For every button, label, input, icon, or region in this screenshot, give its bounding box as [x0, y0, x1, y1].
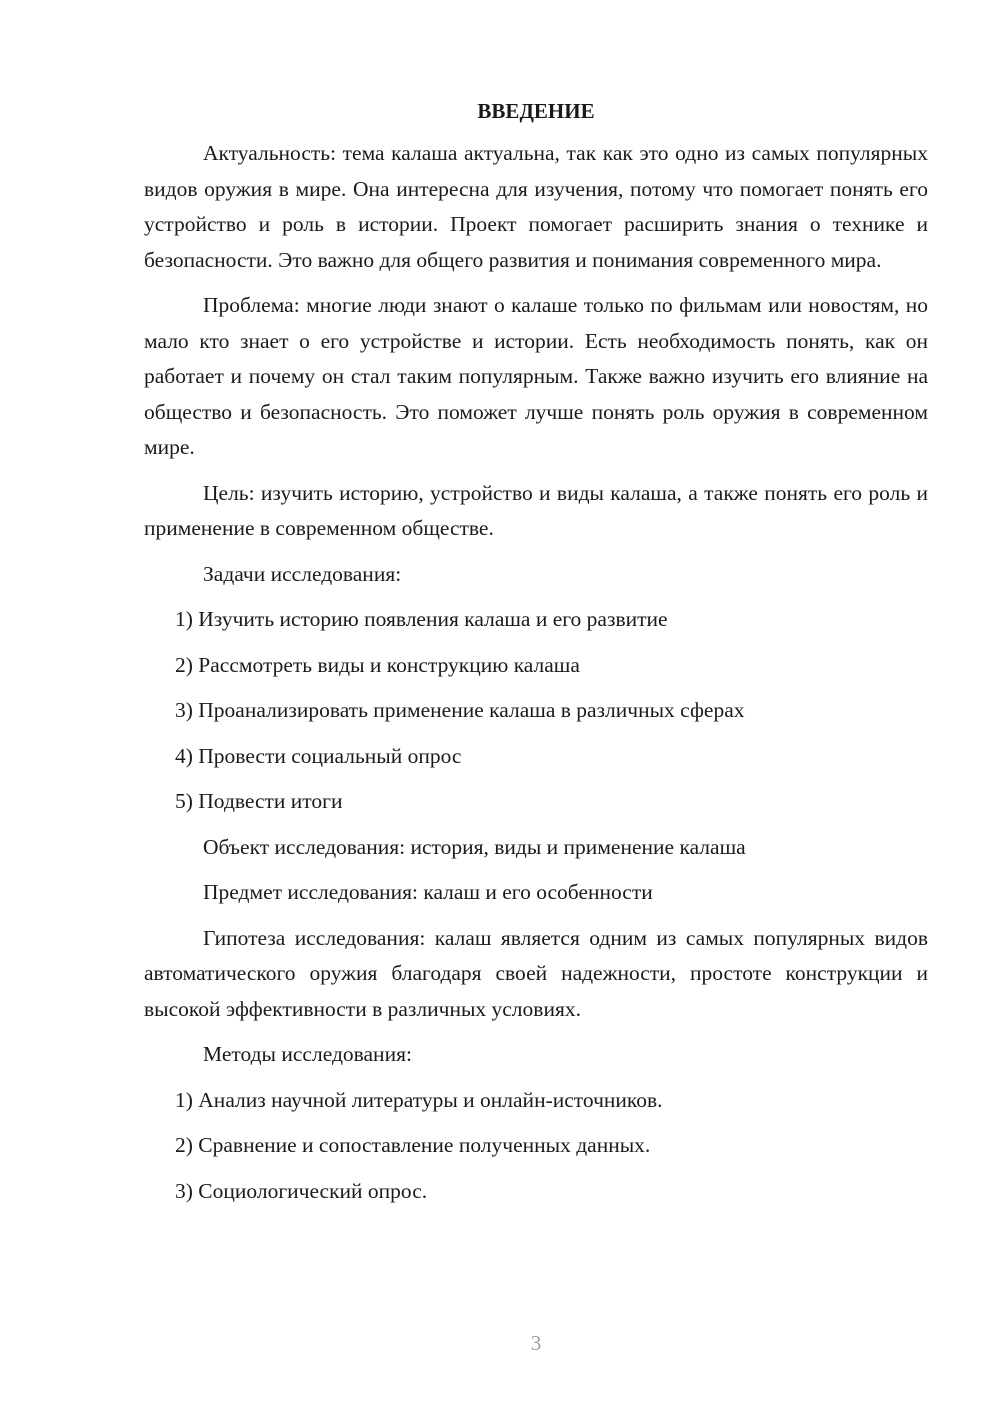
task-item: 1) Изучить историю появления калаша и его развитие	[175, 607, 668, 631]
method-item: 3) Социологический опрос.	[175, 1178, 428, 1203]
task-item: 3) Проанализировать применение калаша в различных сферах	[175, 698, 745, 722]
object-line: Объект исследования: история, виды и применение калаша	[203, 834, 746, 859]
subject-line: Предмет исследования: калаш и его особенности	[203, 880, 653, 904]
methods-heading: Методы исследования:	[203, 1042, 412, 1066]
goal-paragraph: Цель: изучить историю, устройство и виды калаша, а также понять его роль и применение в современном обществе.	[144, 480, 928, 540]
task-item: 4) Провести социальный опрос	[175, 743, 462, 768]
task-item: 2) Рассмотреть виды и конструкцию калаша	[175, 652, 580, 677]
relevance-paragraph: Актуальность: тема калаша актуальна, так как это одно из самых популярных видов оружия в мире. Она интересна для изучения, потому что помогает понять его устройство и роль в истории. Проект помогает расширить знания о технике и безопасности. Это важно для общего развития и понимания современного мира.	[144, 141, 928, 272]
page-content	[144, 96, 928, 1219]
hypothesis-paragraph: Гипотеза исследования: калаш является одним из самых популярных видов автоматического оружия благодаря своей надежности, простоте конструкции и высокой эффективности в различных условиях.	[144, 925, 928, 1021]
method-item: 1) Анализ научной литературы и онлайн-источников.	[175, 1087, 663, 1112]
method-item: 2) Сравнение и сопоставление полученных данных.	[175, 1133, 651, 1157]
page-title: ВВЕДЕНИЕ	[477, 99, 595, 123]
page-number: 3	[530, 1331, 542, 1355]
task-item: 5) Подвести итоги	[175, 789, 343, 813]
problem-paragraph: Проблема: многие люди знают о калаше только по фильмам или новостям, но мало кто знает о его устройстве и истории. Есть необходимость понять, как он работает и почему он стал таким популярным. Также важно изучить его влияние на общество и безопасность. Это поможет лучше понять роль оружия в современном мире.	[144, 293, 928, 459]
tasks-heading: Задачи исследования:	[203, 561, 402, 586]
